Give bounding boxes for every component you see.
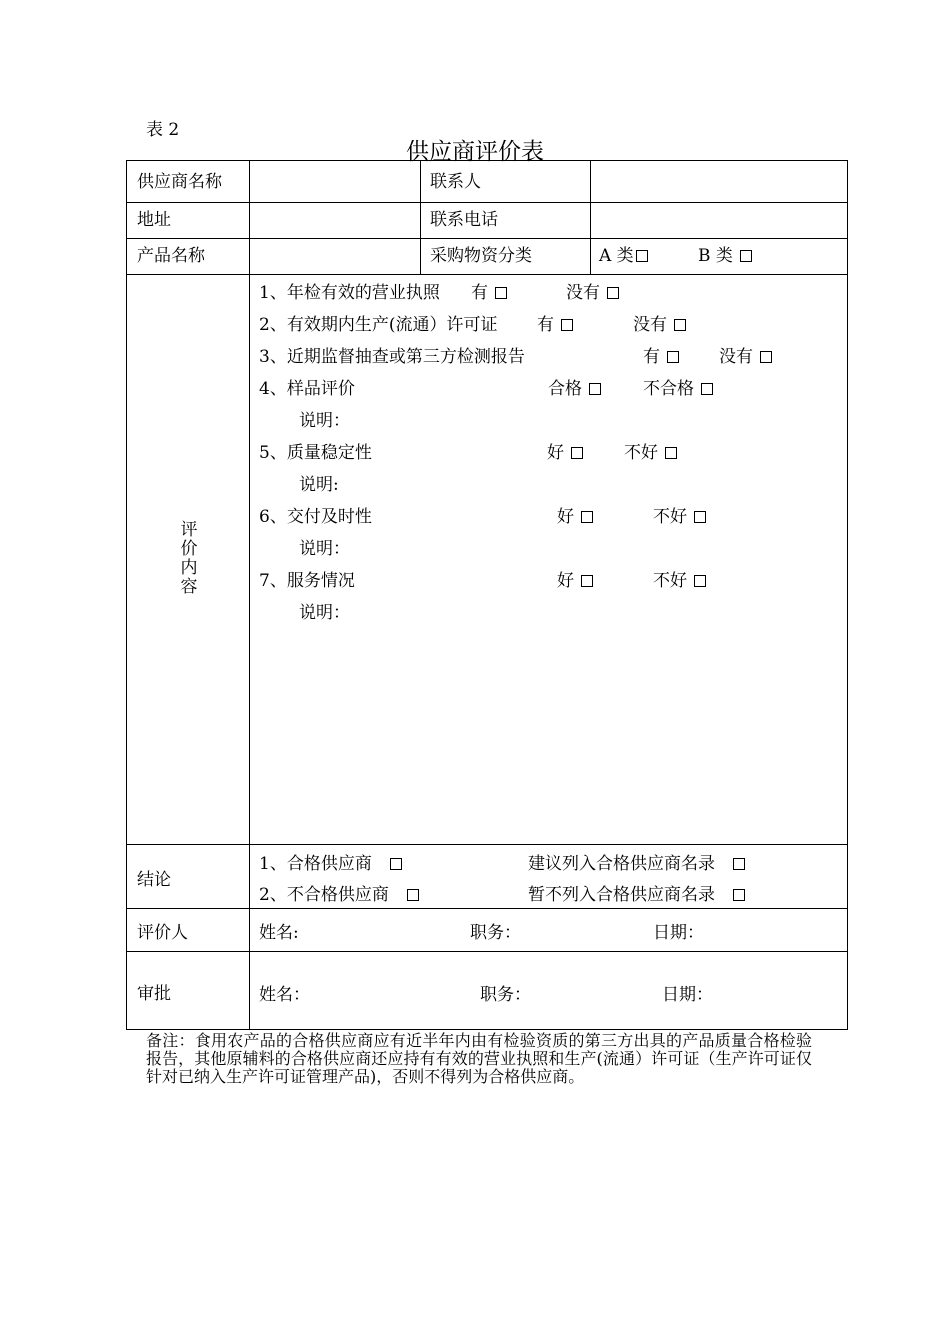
checkbox[interactable] <box>636 250 648 262</box>
col-divider <box>249 161 250 1029</box>
approval-name-field[interactable]: 姓名： <box>259 985 310 1005</box>
option-label: 不合格 <box>643 379 694 399</box>
option-bad[interactable] <box>653 507 706 527</box>
category-b-label: B 类 <box>698 246 733 266</box>
option-bad[interactable] <box>653 571 706 591</box>
approval-label: 审批 <box>137 984 171 1004</box>
category-b-option[interactable] <box>698 246 752 266</box>
option-label: 好 <box>557 507 574 527</box>
conclusion-label: 结论 <box>137 870 171 890</box>
conclusion-qualified-desc[interactable] <box>528 854 745 874</box>
option-no[interactable] <box>566 283 619 303</box>
evaluation-section-label <box>179 521 199 597</box>
option-good[interactable] <box>557 571 593 591</box>
table-number: 表 2 <box>146 120 180 140</box>
conclusion-unqualified-desc[interactable] <box>528 885 745 905</box>
option-pass[interactable] <box>548 379 601 399</box>
option-label: 暂不列入合格供应商名录 <box>528 885 715 905</box>
checkbox[interactable] <box>760 351 772 363</box>
checkbox[interactable] <box>701 383 713 395</box>
option-label: 1、合格供应商 <box>259 854 372 874</box>
option-no[interactable] <box>633 315 686 335</box>
option-label: 不好 <box>653 571 687 591</box>
evaluator-position-field[interactable]: 职务： <box>470 923 521 943</box>
checkbox[interactable] <box>390 858 402 870</box>
category-a-option[interactable] <box>599 246 648 266</box>
col-divider <box>420 161 421 274</box>
item-production-license: 2、有效期内生产(流通）许可证 <box>259 315 498 335</box>
checkbox[interactable] <box>589 383 601 395</box>
contact-label: 联系人 <box>430 172 481 192</box>
option-bad[interactable] <box>624 443 677 463</box>
product-name-field[interactable] <box>251 240 419 273</box>
item-service: 7、服务情况 <box>259 571 355 591</box>
option-label: 有 <box>471 283 488 303</box>
supplier-name-field[interactable] <box>251 162 419 201</box>
label-char: 容 <box>180 577 198 597</box>
label-char: 价 <box>180 539 198 559</box>
item-business-license: 1、年检有效的营业执照 <box>259 283 440 303</box>
approval-date-field[interactable]: 日期： <box>662 985 713 1005</box>
checkbox[interactable] <box>561 319 573 331</box>
category-label: 采购物资分类 <box>430 246 532 266</box>
checkbox[interactable] <box>694 511 706 523</box>
option-label: 好 <box>547 443 564 463</box>
option-label: 不好 <box>653 507 687 527</box>
row-divider <box>127 951 847 952</box>
checkbox[interactable] <box>694 575 706 587</box>
contact-field[interactable] <box>592 162 846 201</box>
row-divider <box>127 908 847 909</box>
option-good[interactable] <box>547 443 583 463</box>
label-char: 内 <box>180 558 198 578</box>
row-divider <box>127 202 847 203</box>
option-label: 好 <box>557 571 574 591</box>
address-field[interactable] <box>251 204 419 237</box>
evaluator-name-field[interactable]: 姓名: <box>259 923 299 943</box>
option-label: 没有 <box>633 315 667 335</box>
checkbox[interactable] <box>733 889 745 901</box>
checkbox[interactable] <box>667 351 679 363</box>
row-divider <box>127 274 847 275</box>
row-divider <box>127 844 847 845</box>
checkbox[interactable] <box>581 575 593 587</box>
address-label: 地址 <box>137 210 171 230</box>
item-sample-evaluation: 4、样品评价 <box>259 379 355 399</box>
option-yes[interactable] <box>471 283 507 303</box>
option-good[interactable] <box>557 507 593 527</box>
checkbox[interactable] <box>495 287 507 299</box>
checkbox[interactable] <box>407 889 419 901</box>
option-label: 有 <box>643 347 660 367</box>
note-label: 说明： <box>299 411 350 431</box>
option-yes[interactable] <box>643 347 679 367</box>
remark-note: 备注：食用农产品的合格供应商应有近半年内由有检验资质的第三方出具的产品质量合格检验报告，其他原辅料的合格供应商还应持有有效的营业执照和生产(流通）许可证（生产许可证仅针对已纳入生产许可证管理产品)，否则不得列为合格供应商。 <box>146 1031 812 1086</box>
option-label: 没有 <box>566 283 600 303</box>
evaluator-label: 评价人 <box>137 923 188 943</box>
checkbox[interactable] <box>581 511 593 523</box>
item-delivery-timeliness: 6、交付及时性 <box>259 507 372 527</box>
label-char: 评 <box>180 520 198 540</box>
option-no[interactable] <box>719 347 772 367</box>
evaluation-form <box>126 160 848 1030</box>
option-label: 没有 <box>719 347 753 367</box>
note-label: 说明： <box>299 539 350 559</box>
option-label: 2、不合格供应商 <box>259 885 389 905</box>
form-title: 供应商评价表 <box>406 139 544 165</box>
item-inspection-report: 3、近期监督抽查或第三方检测报告 <box>259 347 525 367</box>
category-a-label: A 类 <box>599 246 634 266</box>
phone-field[interactable] <box>592 204 846 237</box>
checkbox[interactable] <box>607 287 619 299</box>
option-label: 不好 <box>624 443 658 463</box>
checkbox[interactable] <box>571 447 583 459</box>
checkbox[interactable] <box>740 250 752 262</box>
option-label: 建议列入合格供应商名录 <box>528 854 715 874</box>
evaluator-date-field[interactable]: 日期： <box>653 923 704 943</box>
checkbox[interactable] <box>733 858 745 870</box>
phone-label: 联系电话 <box>430 210 498 230</box>
conclusion-qualified[interactable] <box>259 854 402 874</box>
option-label: 合格 <box>548 379 582 399</box>
note-label: 说明: <box>299 475 339 495</box>
col-divider <box>590 161 591 274</box>
row-divider <box>127 238 847 239</box>
approval-position-field[interactable]: 职务： <box>480 985 531 1005</box>
note-label: 说明： <box>299 603 350 623</box>
checkbox[interactable] <box>665 447 677 459</box>
item-quality-stability: 5、质量稳定性 <box>259 443 372 463</box>
option-fail[interactable] <box>643 379 713 399</box>
option-yes[interactable] <box>537 315 573 335</box>
conclusion-unqualified[interactable] <box>259 885 419 905</box>
option-label: 有 <box>537 315 554 335</box>
supplier-name-label: 供应商名称 <box>137 172 222 192</box>
checkbox[interactable] <box>674 319 686 331</box>
product-name-label: 产品名称 <box>137 246 205 266</box>
